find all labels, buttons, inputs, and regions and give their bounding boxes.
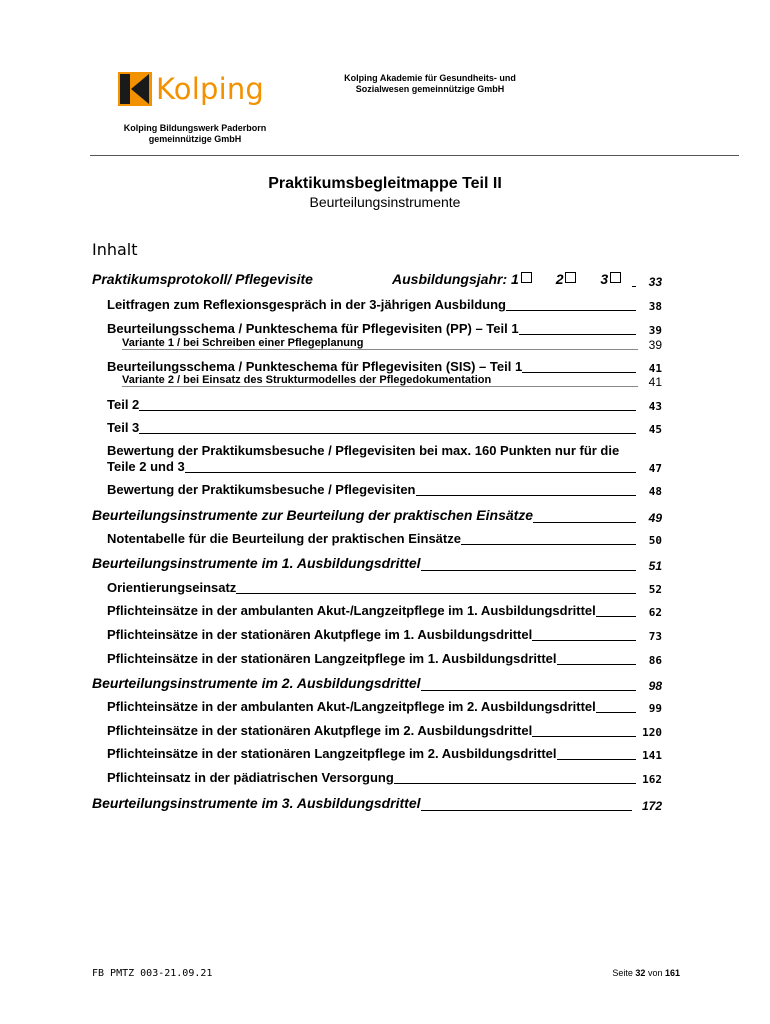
toc-entry-page: 39 <box>646 338 662 352</box>
toc-entry-page: 162 <box>639 773 662 786</box>
kolping-k-icon <box>118 72 152 106</box>
toc-entry-label: Pflichteinsätze in der stationären Akutpflege im 2. Ausbildungsdrittel <box>107 723 533 738</box>
toc-entry-label: Pflichteinsätze in der ambulanten Akut-/Langzeitpflege im 1. Ausbildungsdrittel <box>107 603 596 618</box>
toc-entry-line1: Bewertung der Praktikumsbesuche / Pflegevisiten bei max. 160 Punkten nur für die <box>107 443 620 458</box>
toc-entry-page: 86 <box>646 654 662 667</box>
toc-entry-label: Bewertung der Praktikumsbesuche / Pflegevisiten <box>107 482 416 497</box>
toc-entry-page: 98 <box>646 679 662 693</box>
toc-section[interactable] <box>92 675 662 693</box>
toc-entry-label: Pflichteinsatz in der pädiatrischen Versorgung <box>107 770 394 785</box>
footer-doc-id: FB PMTZ 003-21.09.21 <box>92 968 213 979</box>
footer-von: von <box>647 968 663 978</box>
toc-entry[interactable] <box>107 482 662 498</box>
jahr-option-3: 3 <box>600 271 609 287</box>
header-divider <box>90 155 739 156</box>
org-right <box>300 73 560 95</box>
toc-entry[interactable] <box>107 321 662 337</box>
toc-entry-page: 45 <box>646 423 662 436</box>
org-right-line: Sozialwesen gemeinnützige GmbH <box>355 84 505 94</box>
logo-text: Kolping <box>156 72 265 106</box>
toc-entry-page: 51 <box>646 559 662 573</box>
toc-entry-label: Variante 1 / bei Schreiben einer Pflegeplanung <box>122 337 364 349</box>
toc-entry[interactable] <box>107 746 662 762</box>
toc-entry[interactable] <box>107 603 662 619</box>
toc-entry-page: 33 <box>646 275 662 289</box>
footer-seite: Seite <box>612 968 633 978</box>
toc-entry-label: Beurteilungsinstrumente im 1. Ausbildungsdrittel <box>92 555 421 571</box>
toc-entry-label: Beurteilungsschema / Punkteschema für Pflegevisiten (SIS) – Teil 1 <box>107 359 523 374</box>
toc-entry-page: 62 <box>646 606 662 619</box>
toc-entry-label: Beurteilungsinstrumente im 2. Ausbildungsdrittel <box>92 675 421 691</box>
toc-entry-label: Notentabelle für die Beurteilung der praktischen Einsätze <box>107 531 461 546</box>
toc-heading: Inhalt <box>92 240 138 259</box>
toc-entry-page: 48 <box>646 485 662 498</box>
footer-total-pages: 161 <box>664 968 680 978</box>
toc-section[interactable] <box>92 507 662 525</box>
toc-entry-label: Teil 2 <box>107 397 140 412</box>
org-right-line: Kolping Akademie für Gesundheits- und <box>344 73 516 83</box>
toc-entry-label: Pflichteinsätze in der stationären Akutpflege im 1. Ausbildungsdrittel <box>107 627 533 642</box>
toc-entry[interactable] <box>92 271 662 289</box>
checkbox-jahr-1[interactable] <box>521 272 532 283</box>
footer-current-page: 32 <box>635 968 646 978</box>
toc-entry-page: 49 <box>646 511 662 525</box>
toc-entry[interactable] <box>107 580 662 596</box>
toc-entry[interactable] <box>107 699 662 715</box>
toc-entry-label: Teile 2 und 3 <box>107 459 185 474</box>
toc-section[interactable] <box>92 795 662 813</box>
toc-entry-label: Pflichteinsätze in der stationären Langzeitpflege im 2. Ausbildungsdrittel <box>107 746 557 761</box>
toc-entry[interactable] <box>107 397 662 413</box>
org-left-line: Kolping Bildungswerk Paderborn <box>123 123 267 133</box>
toc-entry-page: 172 <box>639 799 662 813</box>
toc-entry[interactable] <box>107 723 662 739</box>
toc-entry-page: 38 <box>646 300 662 313</box>
footer-page-number <box>560 968 680 978</box>
toc-entry-page: 50 <box>646 534 662 547</box>
toc-entry[interactable] <box>107 420 662 436</box>
toc-entry-page: 39 <box>646 324 662 337</box>
jahr-label: Ausbildungsjahr: 1 <box>392 271 519 287</box>
toc-entry[interactable] <box>107 627 662 643</box>
toc-entry-page: 73 <box>646 630 662 643</box>
toc-entry-page: 141 <box>639 749 662 762</box>
toc-entry[interactable] <box>107 297 662 313</box>
toc-entry-page: 120 <box>639 726 662 739</box>
document-title: Praktikumsbegleitmappe Teil II <box>268 175 502 192</box>
toc-entry-label: Beurteilungsschema / Punkteschema für Pflegevisiten (PP) – Teil 1 <box>107 321 519 336</box>
checkbox-jahr-2[interactable] <box>565 272 576 283</box>
toc-entry-page: 41 <box>646 375 662 389</box>
toc-entry[interactable] <box>107 770 662 786</box>
checkbox-jahr-3[interactable] <box>610 272 621 283</box>
toc-entry-label: Pflichteinsätze in der stationären Langzeitpflege im 1. Ausbildungsdrittel <box>107 651 557 666</box>
toc-entry[interactable] <box>107 359 662 375</box>
toc-entry-label: Orientierungseinsatz <box>107 580 237 595</box>
toc-entry-label: Beurteilungsinstrumente zur Beurteilung der praktischen Einsätze <box>92 507 534 523</box>
toc-section[interactable] <box>92 555 662 573</box>
toc-entry-label: Pflichteinsätze in der ambulanten Akut-/Langzeitpflege im 2. Ausbildungsdrittel <box>107 699 596 714</box>
kolping-logo <box>118 72 264 106</box>
toc-subentry[interactable] <box>122 337 662 352</box>
org-left <box>95 123 295 145</box>
toc-subentry[interactable] <box>122 374 662 389</box>
toc-entry-label: Beurteilungsinstrumente im 3. Ausbildungsdrittel <box>92 795 421 811</box>
toc-entry[interactable] <box>107 531 662 547</box>
document-subtitle: Beurteilungsinstrumente <box>309 194 461 210</box>
toc-entry-page: 41 <box>646 362 662 375</box>
toc-entry-label: Teil 3 <box>107 420 140 435</box>
toc-entry-label: Leitfragen zum Reflexionsgespräch in der 3-jährigen Ausbildung <box>107 297 506 312</box>
toc-entry-page: 47 <box>646 462 662 475</box>
ausbildungsjahr-selector <box>392 271 621 287</box>
toc-entry-page: 52 <box>646 583 662 596</box>
org-left-line: gemeinnützige GmbH <box>148 134 242 144</box>
toc-entry-page: 99 <box>646 702 662 715</box>
toc-entry-label: Praktikumsprotokoll/ Pflegevisite <box>92 271 313 287</box>
toc-entry-page: 43 <box>646 400 662 413</box>
toc-entry[interactable] <box>107 651 662 667</box>
jahr-option-2: 2 <box>555 271 564 287</box>
toc-entry-label: Variante 2 / bei Einsatz des Strukturmodelles der Pflegedokumentation <box>122 374 492 386</box>
toc-entry[interactable] <box>107 459 662 475</box>
